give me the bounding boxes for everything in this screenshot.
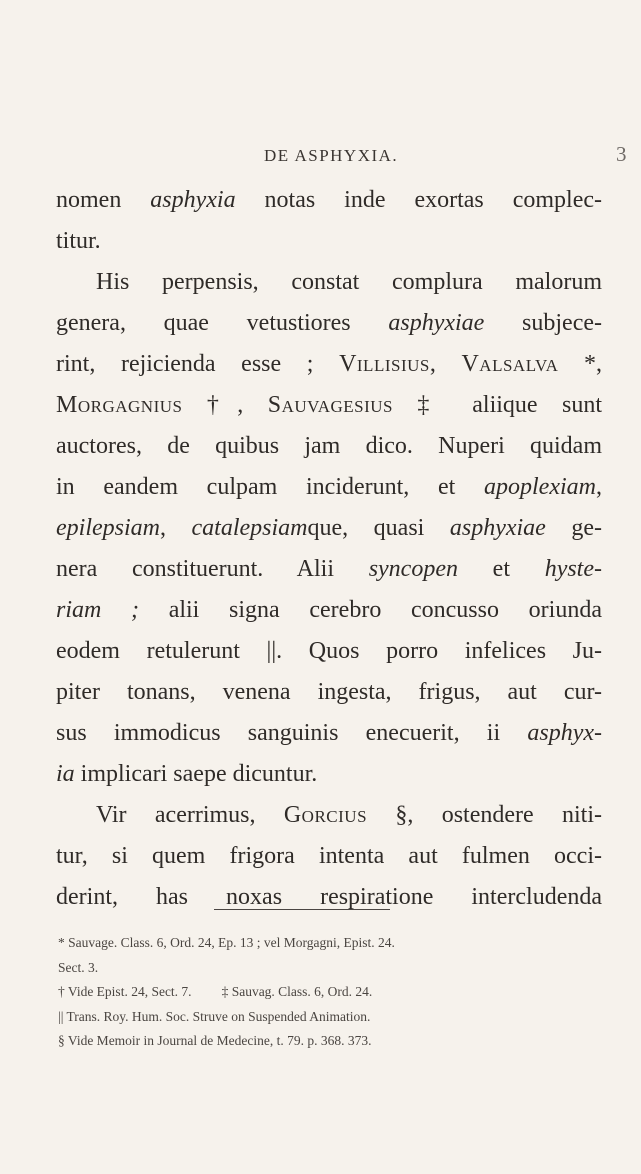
text-line: piter tonans, venena ingesta, frigus, aut cur-	[56, 679, 602, 705]
text-line	[56, 590, 602, 631]
italic-term: hyste-	[544, 556, 602, 582]
page-header	[0, 140, 641, 170]
footnote: * Sauvage. Class. 6, Ord. 24, Ep. 13 ; vel Morgagni, Epist. 24.	[58, 935, 395, 950]
text-line: in eandem culpam inciderunt, et apoplexiam,	[56, 474, 602, 500]
text-line: titur.	[56, 228, 101, 254]
text-run: subjece-	[484, 310, 602, 336]
text-run: rint, rejicienda esse ;	[56, 351, 340, 377]
text-line: auctores, de quibus jam dico. Nuperi quidam	[56, 433, 602, 459]
text-run: Vir acerrimus,	[96, 802, 284, 828]
italic-term: asphyx-	[527, 720, 602, 746]
italic-term: ia	[56, 761, 75, 787]
text-line: derint, has noxas respiratione intercludenda	[56, 884, 602, 910]
text-line	[56, 303, 602, 344]
footnote: § Vide Memoir in Journal de Medecine, t. 79. p. 368. 373.	[58, 1033, 372, 1048]
italic-term: catalepsiam	[191, 515, 308, 541]
footnote-divider	[214, 909, 390, 910]
author-name: Morgagnius	[56, 392, 183, 418]
author-name: Sauvagesius	[267, 392, 394, 418]
footnote-continuation: Sect. 3.	[58, 959, 99, 975]
body-text	[56, 180, 602, 918]
italic-term: riam ;	[56, 597, 140, 623]
text-line	[56, 713, 602, 754]
italic-term: asphyxia	[150, 187, 236, 213]
author-name: Villisius	[339, 351, 430, 377]
footnote-ref: †,	[182, 392, 268, 418]
text-line	[56, 344, 602, 385]
text-run: nera constituerunt. Alii	[56, 556, 369, 582]
paragraph-start-line	[56, 795, 602, 836]
author-name: Gorcius	[283, 802, 368, 828]
footnote-ref: *,	[558, 351, 603, 377]
paragraph-start-line: His perpensis, constat complura malorum	[96, 269, 602, 295]
text-line: eodem retulerunt ||. Quos porro infelices Ju-	[56, 638, 602, 664]
text-run: §, ostendere niti-	[367, 802, 602, 828]
italic-term: syncopen	[368, 556, 458, 582]
text-run: sus immodicus sanguinis enecuerit, ii	[56, 720, 528, 746]
italic-term: asphyxiae	[388, 310, 485, 336]
footnote: † Vide Epist. 24, Sect. 7.	[58, 984, 192, 999]
footnotes	[58, 931, 598, 1054]
italic-term: apoplexiam	[484, 474, 596, 500]
text-line	[56, 508, 602, 549]
running-head: DE ASPHYXIA.	[264, 146, 399, 165]
italic-term: epilepsiam	[56, 515, 160, 541]
text-run: nomen	[56, 187, 151, 213]
text-run: notas inde exortas complec-	[235, 187, 602, 213]
text-run: implicari saepe dicuntur.	[74, 761, 318, 787]
footnote: || Trans. Roy. Hum. Soc. Struve on Suspended Animation.	[58, 1008, 371, 1024]
footnote: ‡ Sauvag. Class. 6, Ord. 24.	[221, 984, 373, 999]
text-run: que, quasi	[307, 515, 450, 541]
text-run: ge-	[545, 515, 602, 541]
text-run: ‡ aliique sunt	[393, 392, 603, 418]
page-number: 3	[616, 142, 627, 166]
footnote-row	[58, 980, 598, 1005]
text-line	[56, 385, 602, 426]
text-line: tur, si quem frigora intenta aut fulmen occi-	[56, 843, 602, 869]
text-line	[56, 754, 602, 795]
text-line	[56, 180, 602, 221]
text-run: in eandem culpam inciderunt, et	[56, 474, 485, 500]
text-run: ,	[159, 515, 192, 541]
text-run: genera, quae vetustiores	[56, 310, 389, 336]
author-name: Valsalva	[461, 351, 559, 377]
italic-term: asphyxiae	[449, 515, 546, 541]
text-run: alii signa cerebro concusso oriunda	[139, 597, 602, 623]
text-run: ,	[429, 351, 462, 377]
text-line	[56, 549, 602, 590]
text-run: et	[457, 556, 545, 582]
